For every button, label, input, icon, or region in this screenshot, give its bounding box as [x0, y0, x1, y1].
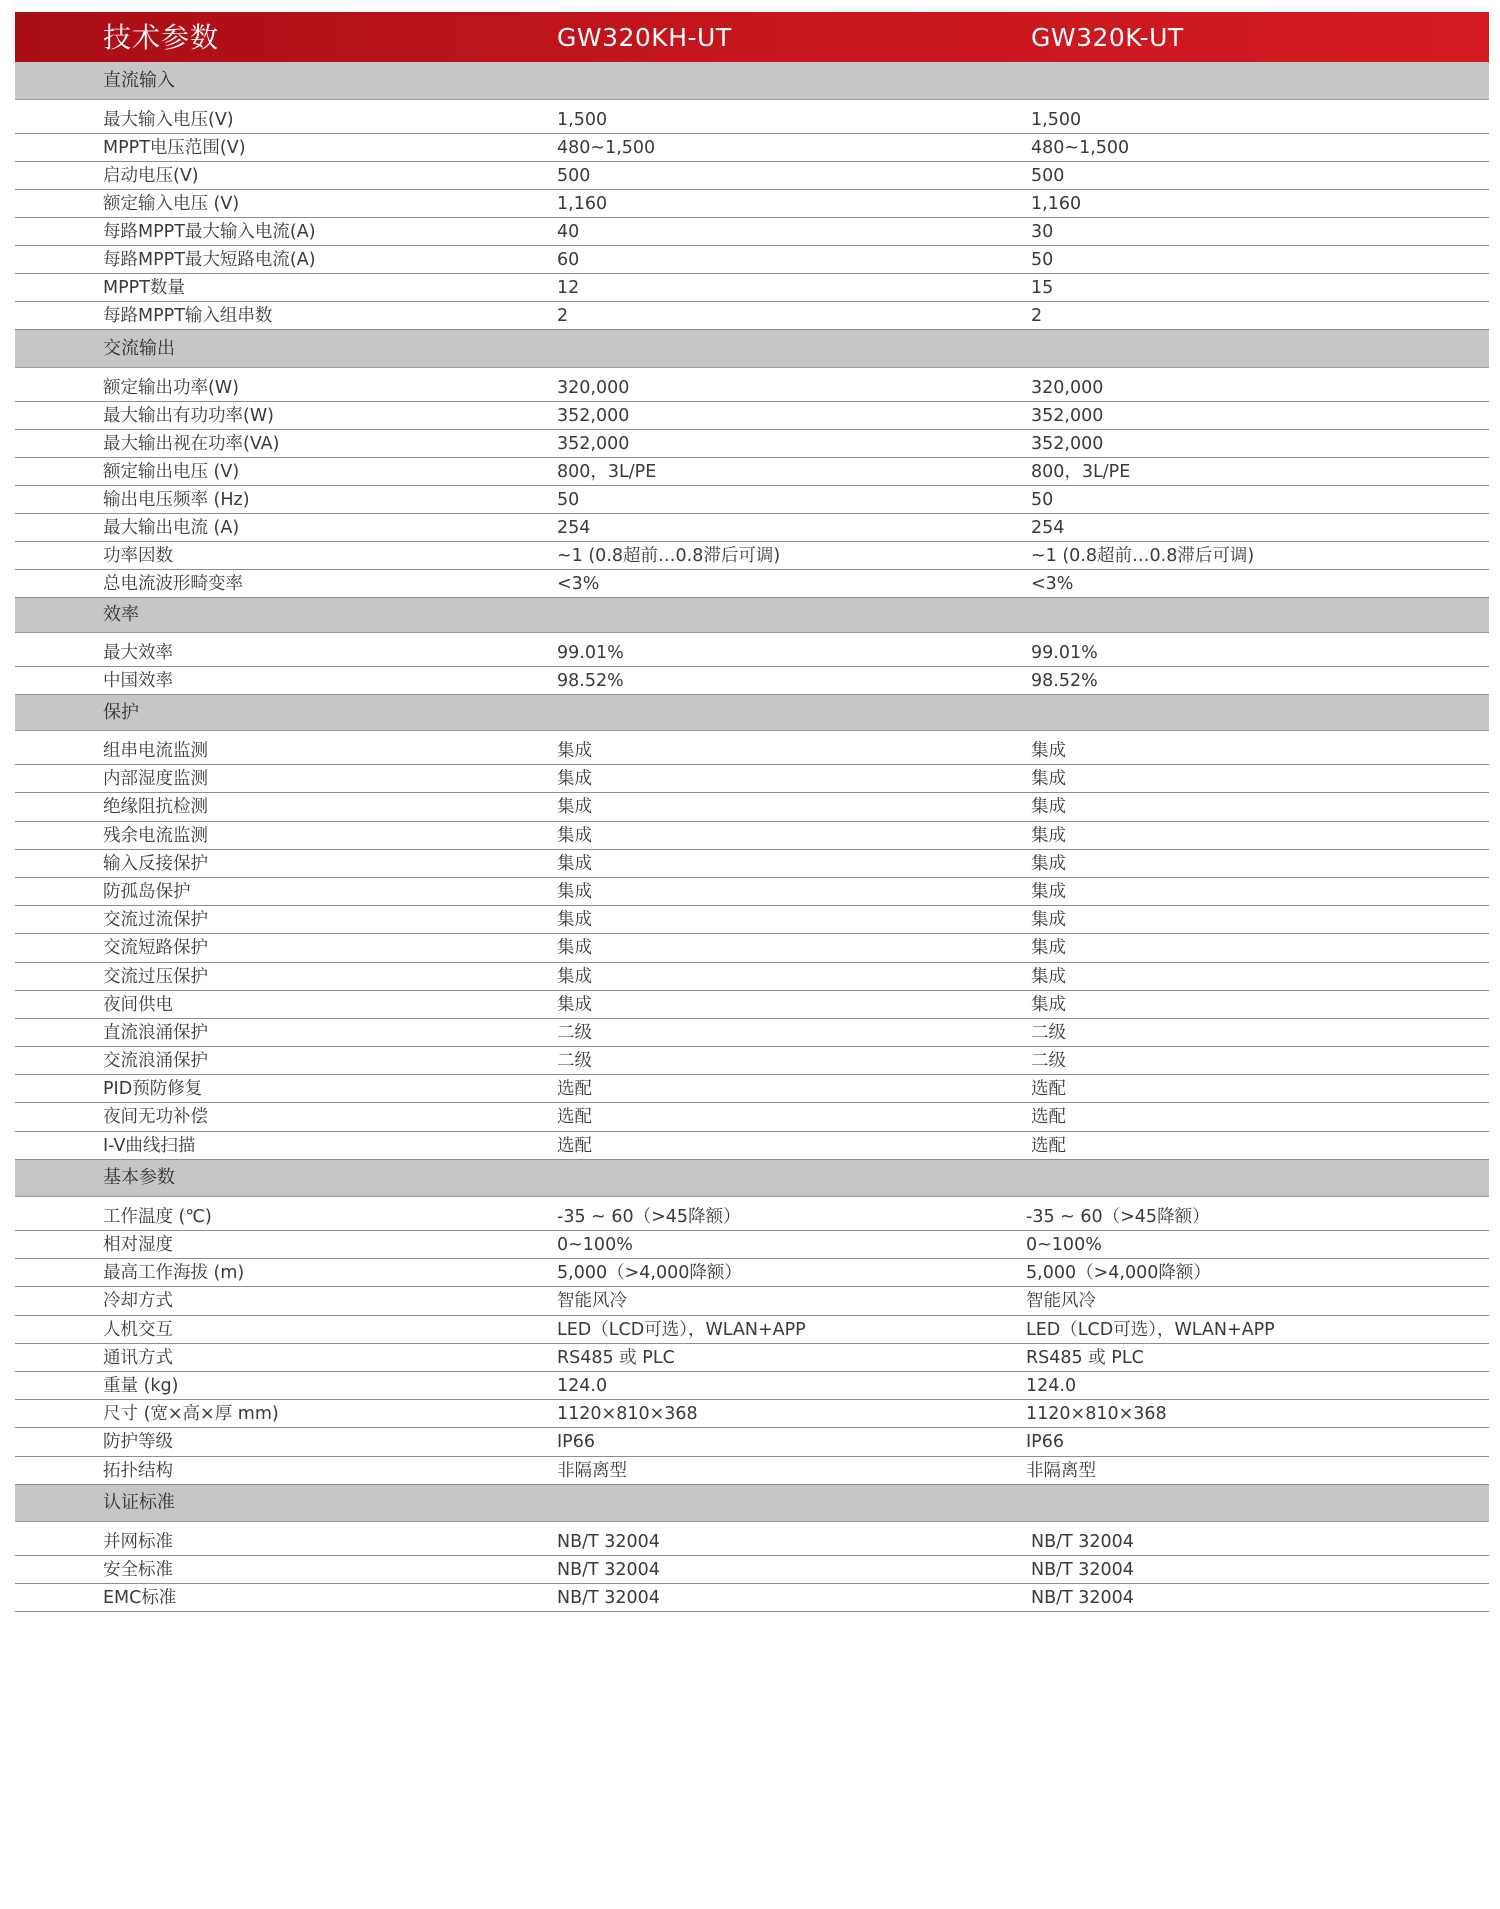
row-label: 内部湿度监测 — [103, 769, 208, 790]
row-value-model-2: 124.0 — [1026, 1375, 1077, 1396]
table-row — [15, 850, 1489, 878]
section-title: 基本参数 — [103, 1166, 175, 1188]
row-value-model-2: 集成 — [1031, 825, 1066, 846]
row-value-model-2: 集成 — [1031, 797, 1066, 818]
row-value-model-1: LED（LCD可选），WLAN+APP — [557, 1319, 806, 1340]
row-label: 工作温度 (℃) — [103, 1206, 212, 1227]
table-row — [15, 106, 1489, 134]
row-label: 重量 (kg) — [103, 1375, 179, 1396]
table-row — [15, 514, 1489, 542]
row-value-model-1: 集成 — [557, 769, 592, 790]
row-value-model-1: NB/T 32004 — [557, 1531, 660, 1552]
section-title: 直流输入 — [103, 70, 175, 91]
row-value-model-1: 254 — [557, 518, 591, 538]
table-row — [15, 1259, 1489, 1287]
row-value-model-1: NB/T 32004 — [557, 1588, 660, 1609]
row-value-model-1: 50 — [557, 490, 580, 510]
row-label: 输入反接保护 — [103, 853, 208, 874]
row-value-model-2: 集成 — [1031, 741, 1066, 761]
row-label: 人机交互 — [103, 1319, 173, 1340]
row-label: 防护等级 — [103, 1432, 173, 1453]
row-value-model-2: <3% — [1031, 574, 1074, 594]
row-label: 每路MPPT最大输入电流(A) — [103, 222, 316, 242]
table-row — [15, 162, 1489, 190]
table-row — [15, 458, 1489, 486]
row-value-model-2: 5,000（>4,000降额） — [1026, 1263, 1211, 1284]
row-value-model-2: 二级 — [1031, 1051, 1066, 1072]
row-label: EMC标准 — [103, 1588, 177, 1609]
row-value-model-1: 480~1,500 — [557, 138, 656, 158]
section-title: 保护 — [103, 702, 139, 723]
row-value-model-2: 0~100% — [1026, 1235, 1102, 1255]
row-label: 通讯方式 — [103, 1347, 173, 1368]
row-value-model-1: 集成 — [557, 853, 592, 874]
row-value-model-2: 30 — [1031, 222, 1054, 242]
row-value-model-2: NB/T 32004 — [1031, 1588, 1134, 1609]
row-value-model-2: 480~1,500 — [1031, 138, 1130, 158]
table-row — [15, 1372, 1489, 1400]
table-row — [15, 991, 1489, 1019]
row-label: 额定输出电压 (V) — [103, 462, 240, 482]
table-row — [15, 765, 1489, 793]
row-label: 冷却方式 — [103, 1291, 173, 1312]
row-value-model-1: 集成 — [557, 994, 592, 1015]
row-value-model-2: 99.01% — [1031, 643, 1098, 663]
row-value-model-2: 50 — [1031, 490, 1054, 510]
row-label: 防孤岛保护 — [103, 881, 191, 902]
row-label: 交流短路保护 — [103, 938, 208, 959]
row-value-model-2: 集成 — [1031, 966, 1066, 987]
section-header — [15, 598, 1489, 633]
row-value-model-2: NB/T 32004 — [1031, 1531, 1134, 1552]
row-label: PID预防修复 — [103, 1079, 203, 1100]
table-row — [15, 1287, 1489, 1315]
row-label: 输出电压频率 (Hz) — [103, 490, 250, 510]
model-name-2: GW320K-UT — [1031, 23, 1184, 52]
row-value-model-2: 智能风冷 — [1026, 1291, 1096, 1312]
sections — [15, 62, 1489, 1612]
row-label: 夜间供电 — [103, 994, 173, 1015]
row-label: 最高工作海拔 (m) — [103, 1263, 245, 1284]
table-row — [15, 1103, 1489, 1131]
row-label: 交流浪涌保护 — [103, 1051, 208, 1072]
row-value-model-2: 98.52% — [1031, 671, 1098, 691]
row-value-model-2: 集成 — [1031, 853, 1066, 874]
row-label: 最大效率 — [103, 643, 173, 663]
row-label: 绝缘阻抗检测 — [103, 797, 208, 818]
table-row — [15, 963, 1489, 991]
row-value-model-1: 集成 — [557, 881, 592, 902]
row-label: 夜间无功补偿 — [103, 1107, 208, 1128]
table-row — [15, 374, 1489, 402]
row-label: 额定输出功率(W) — [103, 378, 239, 398]
table-title: 技术参数 — [103, 21, 220, 54]
row-value-model-1: 集成 — [557, 966, 592, 987]
table-row — [15, 1457, 1489, 1485]
row-value-model-1: 0~100% — [557, 1235, 633, 1255]
row-value-model-2: 1120×810×368 — [1026, 1404, 1167, 1425]
table-row — [15, 1231, 1489, 1259]
row-value-model-1: RS485 或 PLC — [557, 1347, 675, 1368]
row-value-model-1: 800，3L/PE — [557, 462, 657, 482]
row-value-model-2: RS485 或 PLC — [1026, 1347, 1144, 1368]
row-value-model-1: 1120×810×368 — [557, 1404, 698, 1425]
row-value-model-1: 124.0 — [557, 1375, 608, 1396]
row-label: 每路MPPT最大短路电流(A) — [103, 250, 316, 270]
row-value-model-2: IP66 — [1026, 1432, 1064, 1453]
row-label: 相对湿度 — [103, 1235, 173, 1255]
row-value-model-2: 352,000 — [1031, 406, 1104, 426]
table-row — [15, 190, 1489, 218]
section-header — [15, 1160, 1489, 1197]
row-value-model-1: 99.01% — [557, 643, 624, 663]
row-value-model-1: 二级 — [557, 1051, 592, 1072]
section-header — [15, 330, 1489, 368]
row-value-model-1: 352,000 — [557, 406, 630, 426]
table-row — [15, 878, 1489, 906]
row-label: 最大输出有功功率(W) — [103, 406, 274, 426]
row-label: 总电流波形畸变率 — [103, 574, 243, 594]
row-value-model-2: 集成 — [1031, 769, 1066, 790]
section-title: 效率 — [103, 604, 139, 625]
row-value-model-2: ~1 (0.8超前…0.8滞后可调) — [1031, 546, 1255, 566]
row-label: 中国效率 — [103, 671, 173, 691]
table-header — [15, 12, 1489, 62]
section-header — [15, 695, 1489, 731]
table-row — [15, 1428, 1489, 1456]
row-value-model-2: 800，3L/PE — [1031, 462, 1131, 482]
row-label: 交流过流保护 — [103, 910, 208, 931]
row-value-model-2: 254 — [1031, 518, 1065, 538]
row-label: 直流浪涌保护 — [103, 1022, 208, 1043]
row-value-model-1: 二级 — [557, 1022, 592, 1043]
row-label: 启动电压(V) — [103, 166, 199, 186]
row-value-model-2: 500 — [1031, 166, 1065, 186]
table-row — [15, 1019, 1489, 1047]
row-label: 并网标准 — [103, 1531, 173, 1552]
row-value-model-2: 50 — [1031, 250, 1054, 270]
row-value-model-2: 1,500 — [1031, 110, 1082, 130]
table-row — [15, 639, 1489, 667]
table-row — [15, 134, 1489, 162]
table-row — [15, 1047, 1489, 1075]
row-label: 功率因数 — [103, 546, 173, 566]
row-value-model-1: 选配 — [557, 1079, 592, 1100]
table-row — [15, 1132, 1489, 1160]
row-value-model-1: 选配 — [557, 1135, 592, 1156]
section-header — [15, 1485, 1489, 1522]
row-label: 交流过压保护 — [103, 966, 208, 987]
row-label: 每路MPPT输入组串数 — [103, 306, 273, 326]
table-row — [15, 1203, 1489, 1231]
table-row — [15, 737, 1489, 765]
row-value-model-2: 352,000 — [1031, 434, 1104, 454]
row-value-model-1: 集成 — [557, 825, 592, 846]
row-value-model-1: 1,160 — [557, 194, 608, 214]
table-row — [15, 906, 1489, 934]
row-value-model-2: NB/T 32004 — [1031, 1559, 1134, 1580]
row-value-model-1: 5,000（>4,000降额） — [557, 1263, 742, 1284]
row-value-model-2: 集成 — [1031, 910, 1066, 931]
row-value-model-2: 集成 — [1031, 881, 1066, 902]
row-label: 尺寸 (宽×高×厚 mm) — [103, 1404, 279, 1425]
row-value-model-1: 98.52% — [557, 671, 624, 691]
row-value-model-1: 60 — [557, 250, 580, 270]
row-value-model-2: 选配 — [1031, 1079, 1066, 1100]
row-value-model-1: 非隔离型 — [557, 1460, 627, 1481]
row-value-model-1: 320,000 — [557, 378, 630, 398]
row-label: 额定输入电压 (V) — [103, 194, 240, 214]
section-title: 交流输出 — [103, 338, 175, 359]
table-row — [15, 402, 1489, 430]
row-value-model-2: 选配 — [1031, 1107, 1066, 1128]
table-row — [15, 1556, 1489, 1584]
row-value-model-1: 集成 — [557, 741, 592, 761]
row-value-model-2: 320,000 — [1031, 378, 1104, 398]
row-value-model-2: 非隔离型 — [1026, 1460, 1096, 1481]
row-label: MPPT数量 — [103, 278, 185, 298]
table-row — [15, 1528, 1489, 1556]
row-label: I-V曲线扫描 — [103, 1135, 196, 1156]
table-row — [15, 1344, 1489, 1372]
table-row — [15, 934, 1489, 962]
row-value-model-1: IP66 — [557, 1432, 595, 1453]
table-row — [15, 1316, 1489, 1344]
row-value-model-2: 15 — [1031, 278, 1054, 298]
section-title: 认证标准 — [103, 1491, 175, 1513]
row-value-model-2: LED（LCD可选），WLAN+APP — [1026, 1319, 1275, 1340]
row-label: MPPT电压范围(V) — [103, 138, 246, 158]
row-value-model-1: -35 ~ 60（>45降额） — [557, 1206, 741, 1227]
row-label: 最大输入电压(V) — [103, 110, 234, 130]
table-row — [15, 793, 1489, 821]
row-value-model-1: 选配 — [557, 1107, 592, 1128]
table-row — [15, 570, 1489, 598]
table-row — [15, 486, 1489, 514]
table-row — [15, 218, 1489, 246]
table-row — [15, 246, 1489, 274]
row-value-model-1: 40 — [557, 222, 580, 242]
table-row — [15, 274, 1489, 302]
row-value-model-1: ~1 (0.8超前…0.8滞后可调) — [557, 546, 781, 566]
row-value-model-2: -35 ~ 60（>45降额） — [1026, 1206, 1210, 1227]
row-label: 拓扑结构 — [103, 1460, 173, 1481]
row-label: 残余电流监测 — [103, 825, 208, 846]
row-value-model-2: 集成 — [1031, 994, 1066, 1015]
section-header — [15, 62, 1489, 100]
row-value-model-1: 500 — [557, 166, 591, 186]
row-label: 组串电流监测 — [103, 741, 208, 761]
model-name-1: GW320KH-UT — [557, 23, 732, 52]
row-value-model-1: NB/T 32004 — [557, 1559, 660, 1580]
row-value-model-1: 352,000 — [557, 434, 630, 454]
row-value-model-1: 2 — [557, 306, 569, 326]
row-value-model-2: 选配 — [1031, 1135, 1066, 1156]
row-value-model-1: <3% — [557, 574, 600, 594]
row-value-model-1: 智能风冷 — [557, 1291, 627, 1312]
row-value-model-1: 12 — [557, 278, 580, 298]
table-row — [15, 430, 1489, 458]
spec-table — [15, 12, 1489, 1612]
row-label: 最大输出电流 (A) — [103, 518, 240, 538]
row-value-model-1: 1,500 — [557, 110, 608, 130]
row-value-model-2: 集成 — [1031, 938, 1066, 959]
row-label: 最大输出视在功率(VA) — [103, 434, 280, 454]
table-row — [15, 1400, 1489, 1428]
table-row — [15, 1075, 1489, 1103]
row-value-model-1: 集成 — [557, 910, 592, 931]
row-value-model-1: 集成 — [557, 938, 592, 959]
table-row — [15, 667, 1489, 695]
row-value-model-1: 集成 — [557, 797, 592, 818]
table-row — [15, 542, 1489, 570]
row-value-model-2: 二级 — [1031, 1022, 1066, 1043]
row-label: 安全标准 — [103, 1559, 173, 1580]
table-row — [15, 1584, 1489, 1612]
row-value-model-2: 2 — [1031, 306, 1043, 326]
table-row — [15, 822, 1489, 850]
table-row — [15, 302, 1489, 330]
row-value-model-2: 1,160 — [1031, 194, 1082, 214]
